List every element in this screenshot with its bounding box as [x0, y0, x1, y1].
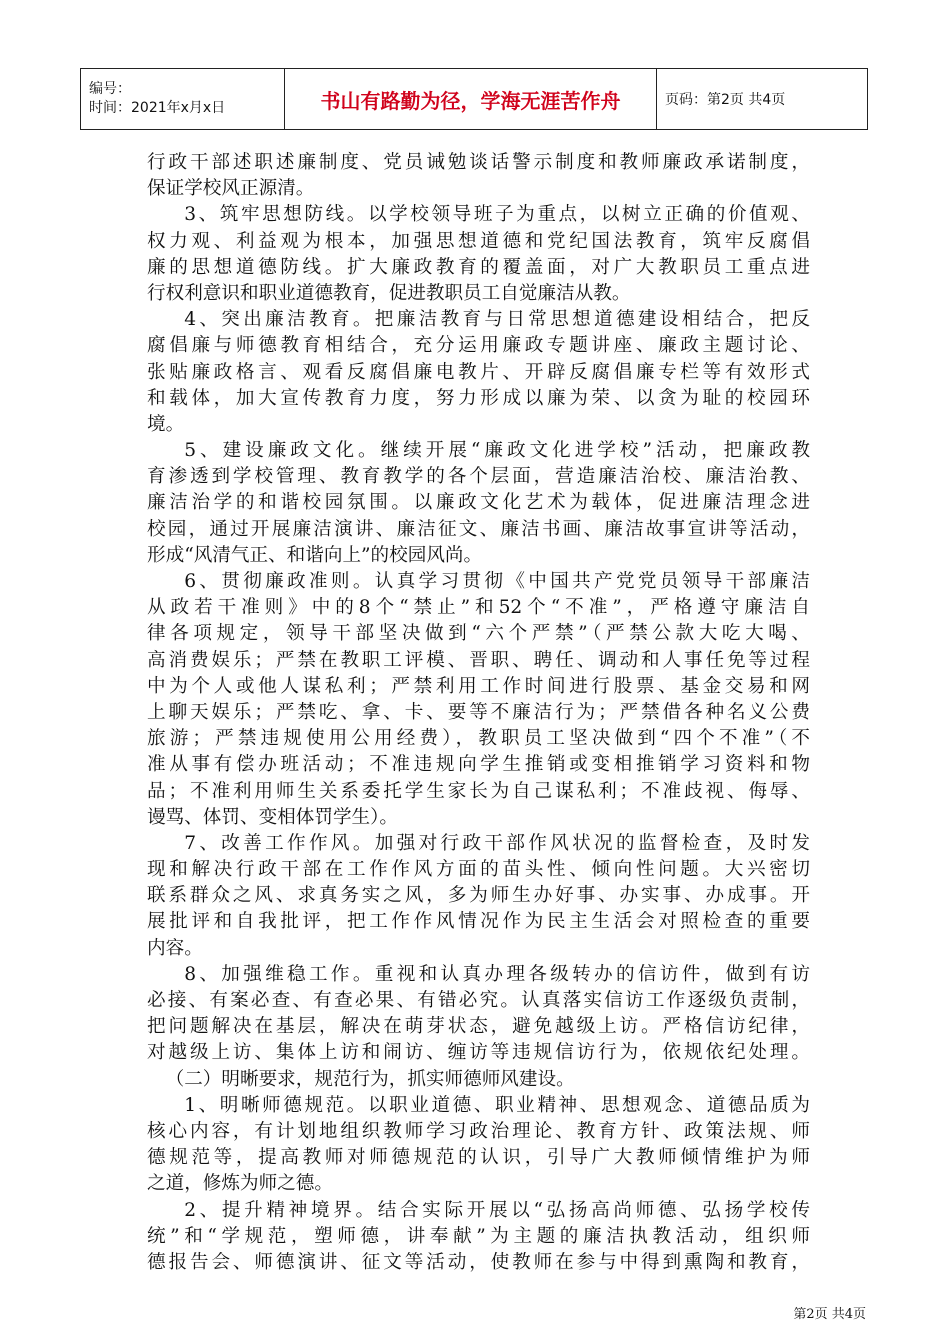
text-line: 行权利意识和职业道德教育，促进教职员工自觉廉洁从教。 — [147, 282, 631, 304]
text-line: 8、加强维稳工作。重视和认真办理各级转办的信访件，做到有访 — [184, 963, 810, 985]
text-line: 4、突出廉洁教育。把廉洁教育与日常思想道德建设相结合，把反 — [184, 309, 810, 331]
header-motto — [285, 69, 657, 129]
text-line: 1、明晰师德规范。以职业道德、职业精神、思想观念、道德品质为 — [184, 1094, 810, 1116]
text-line: 和载体，加大宣传教育力度，努力形成以廉为荣、以贪为耻的校园环 — [147, 387, 810, 409]
text-line: 廉洁治学的和谐校园氛围。以廉政文化艺术为载体，促进廉洁理念进 — [147, 492, 810, 514]
text-line: 品；不准利用师生关系委托学生家长为自己谋私利；不准歧视、侮辱、 — [147, 780, 810, 802]
text-line: 2、提升精神境界。结合实际开展以“弘扬高尚师德、弘扬学校传 — [184, 1199, 810, 1221]
page-header — [80, 68, 868, 130]
text-line: 5、建设廉政文化。继续开展“廉政文化进学校”活动，把廉政教 — [184, 440, 810, 462]
text-line: 德报告会、师德演讲、征文等活动，使教师在参与中得到熏陶和教育， — [147, 1251, 810, 1273]
text-line: 上聊天娱乐；严禁吃、拿、卡、要等不廉洁行为；严禁借各种名义公费 — [147, 701, 810, 723]
motto-text: 书山有路勤为径，学海无涯苦作舟 — [320, 88, 621, 113]
text-line: 高消费娱乐；严禁在教职工评模、晋职、聘任、调动和人事任免等过程 — [147, 649, 810, 671]
text-line: 境。 — [147, 413, 185, 435]
text-line: 权力观、利益观为根本，加强思想道德和党纪国法教育，筑牢反腐倡 — [147, 230, 810, 252]
document-time-label: 时间：2021年x月x日 — [89, 100, 226, 116]
text-line: 6、贯彻廉政准则。认真学习贯彻《中国共产党党员领导干部廉洁 — [184, 571, 810, 592]
text-line: 现和解决行政干部在工作作风方面的苗头性、倾向性问题。大兴密切 — [147, 859, 810, 881]
footer-page-label: 第2页 共4页 — [793, 1307, 866, 1322]
text-line: 行政干部述职述廉制度、党员诫勉谈话警示制度和教师廉政承诺制度， — [147, 152, 810, 173]
text-line: 保证学校风正源清。 — [147, 178, 315, 200]
text-line: （二）明晰要求，规范行为，抓实师德师风建设。 — [165, 1068, 575, 1090]
text-line: 把问题解决在基层，解决在萌芽状态，避免越级上访。严格信访纪律， — [147, 1016, 810, 1038]
text-line: 形成“风清气正、和谐向上”的校园风尚。 — [147, 544, 483, 566]
text-line: 张贴廉政格言、观看反腐倡廉电教片、开辟反腐倡廉专栏等有效形式 — [147, 361, 810, 383]
text-line: 旅游；严禁违规使用公用经费），教职员工坚决做到“四个不准”（不 — [147, 728, 810, 750]
text-line: 谩骂、体罚、变相体罚学生）。 — [147, 806, 399, 828]
header-page-label: 页码：第2页 共4页 — [665, 92, 786, 108]
text-line: 律各项规定，领导干部坚决做到“六个严禁”（严禁公款大吃大喝、 — [147, 623, 810, 645]
text-line: 3、筑牢思想防线。以学校领导班子为重点，以树立正确的价值观、 — [184, 204, 810, 226]
header-meta — [81, 69, 285, 129]
text-line: 育渗透到学校管理、教育教学的各个层面，营造廉洁治校、廉洁治教、 — [147, 466, 810, 488]
text-line: 德规范等，提高教师对师德规范的认识，引导广大教师倾情维护为师 — [147, 1147, 810, 1169]
text-line: 联系群众之风、求真务实之风，多为师生办好事、办实事、办成事。开 — [147, 885, 810, 907]
document-body — [147, 150, 810, 1276]
document-number-label: 编号： — [89, 81, 131, 97]
header-page-number — [657, 69, 867, 129]
text-line: 核心内容，有计划地组织教师学习政治理论、教育方针、政策法规、师 — [147, 1120, 810, 1142]
text-line: 7、改善工作作风。加强对行政干部作风状况的监督检查，及时发 — [184, 832, 810, 854]
text-line: 准从事有偿办班活动；不准违规向学生推销或变相推销学习资料和物 — [147, 754, 810, 776]
text-line: 统”和“学规范，塑师德，讲奉献”为主题的廉洁执教活动，组织师 — [147, 1225, 810, 1247]
text-line: 中为个人或他人谋私利；严禁利用工作时间进行股票、基金交易和网 — [147, 675, 810, 697]
text-line: 从政若干准则》中的8个“禁止”和52个“不准”，严格遵守廉洁自 — [147, 597, 810, 619]
text-line: 校园，通过开展廉洁演讲、廉洁征文、廉洁书画、廉洁故事宣讲等活动， — [147, 518, 810, 540]
text-line: 对越级上访、集体上访和闹访、缠访等违规信访行为，依规依纪处理。 — [147, 1042, 810, 1064]
text-line: 廉的思想道德防线。扩大廉政教育的覆盖面，对广大教职员工重点进 — [147, 256, 810, 278]
text-line: 内容。 — [147, 937, 203, 959]
text-line: 之道，修炼为师之德。 — [147, 1173, 333, 1195]
text-line: 展批评和自我批评，把工作作风情况作为民主生活会对照检查的重要 — [147, 911, 810, 933]
page-footer — [793, 1303, 866, 1322]
text-line: 腐倡廉与师德教育相结合，充分运用廉政专题讲座、廉政主题讨论、 — [147, 335, 810, 357]
text-line: 必接、有案必查、有查必果、有错必究。认真落实信访工作逐级负责制， — [147, 990, 810, 1011]
